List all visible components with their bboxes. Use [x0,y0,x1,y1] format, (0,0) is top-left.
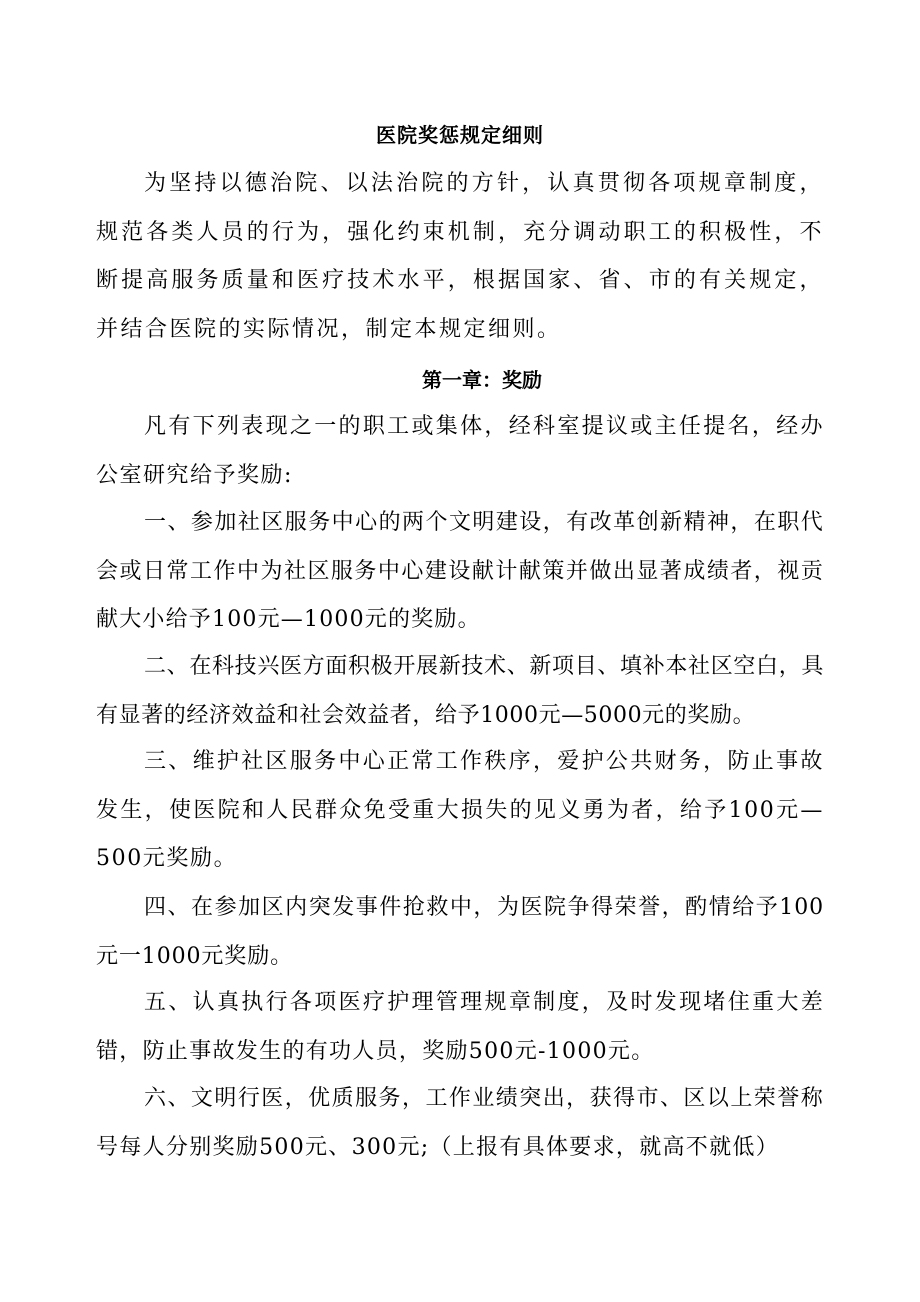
document-title: 医院奖惩规定细则 [376,123,544,147]
reward-item-2: 二、在科技兴医方面积极开展新技术、新项目、填补本社区空白，具有显著的经济效益和社会效益者，给予1000元—5000元的奖励。 [96,654,824,728]
chapter-heading: 第一章：奖励 [422,368,542,392]
chapter-lead-paragraph: 凡有下列表现之一的职工或集体，经科室提议或主任提名，经办公室研究给予奖励: [96,414,824,488]
reward-item-1: 一、参加社区服务中心的两个文明建设，有改革创新精神，在职代会或日常工作中为社区服务中心建设献计献策并做出显著成绩者，视贡献大小给予100元—1000元的奖励。 [96,510,824,632]
reward-item-3: 三、维护社区服务中心正常工作秩序，爱护公共财务，防止事故发生，使医院和人民群众免受重大损失的见义勇为者，给予100元—500元奖励。 [96,749,824,871]
reward-item-4: 四、在参加区内突发事件抢救中，为医院争得荣誉，酌情给予100元一1000元奖励。 [96,895,824,969]
reward-item-5: 五、认真执行各项医疗护理管理规章制度，及时发现堵住重大差错，防止事故发生的有功人员，奖励500元-1000元。 [96,990,824,1064]
intro-paragraph: 为坚持以德治院、以法治院的方针，认真贯彻各项规章制度，规范各类人员的行为，强化约束机制，充分调动职工的积极性，不断提高服务质量和医疗技术水平，根据国家、省、市的有关规定，并结合医院的实际情况，制定本规定细则。 [96,171,824,342]
reward-item-6: 六、文明行医，优质服务，工作业绩突出，获得市、区以上荣誉称号每人分别奖励500元、300元;（上报有具体要求，就高不就低） [96,1086,824,1160]
